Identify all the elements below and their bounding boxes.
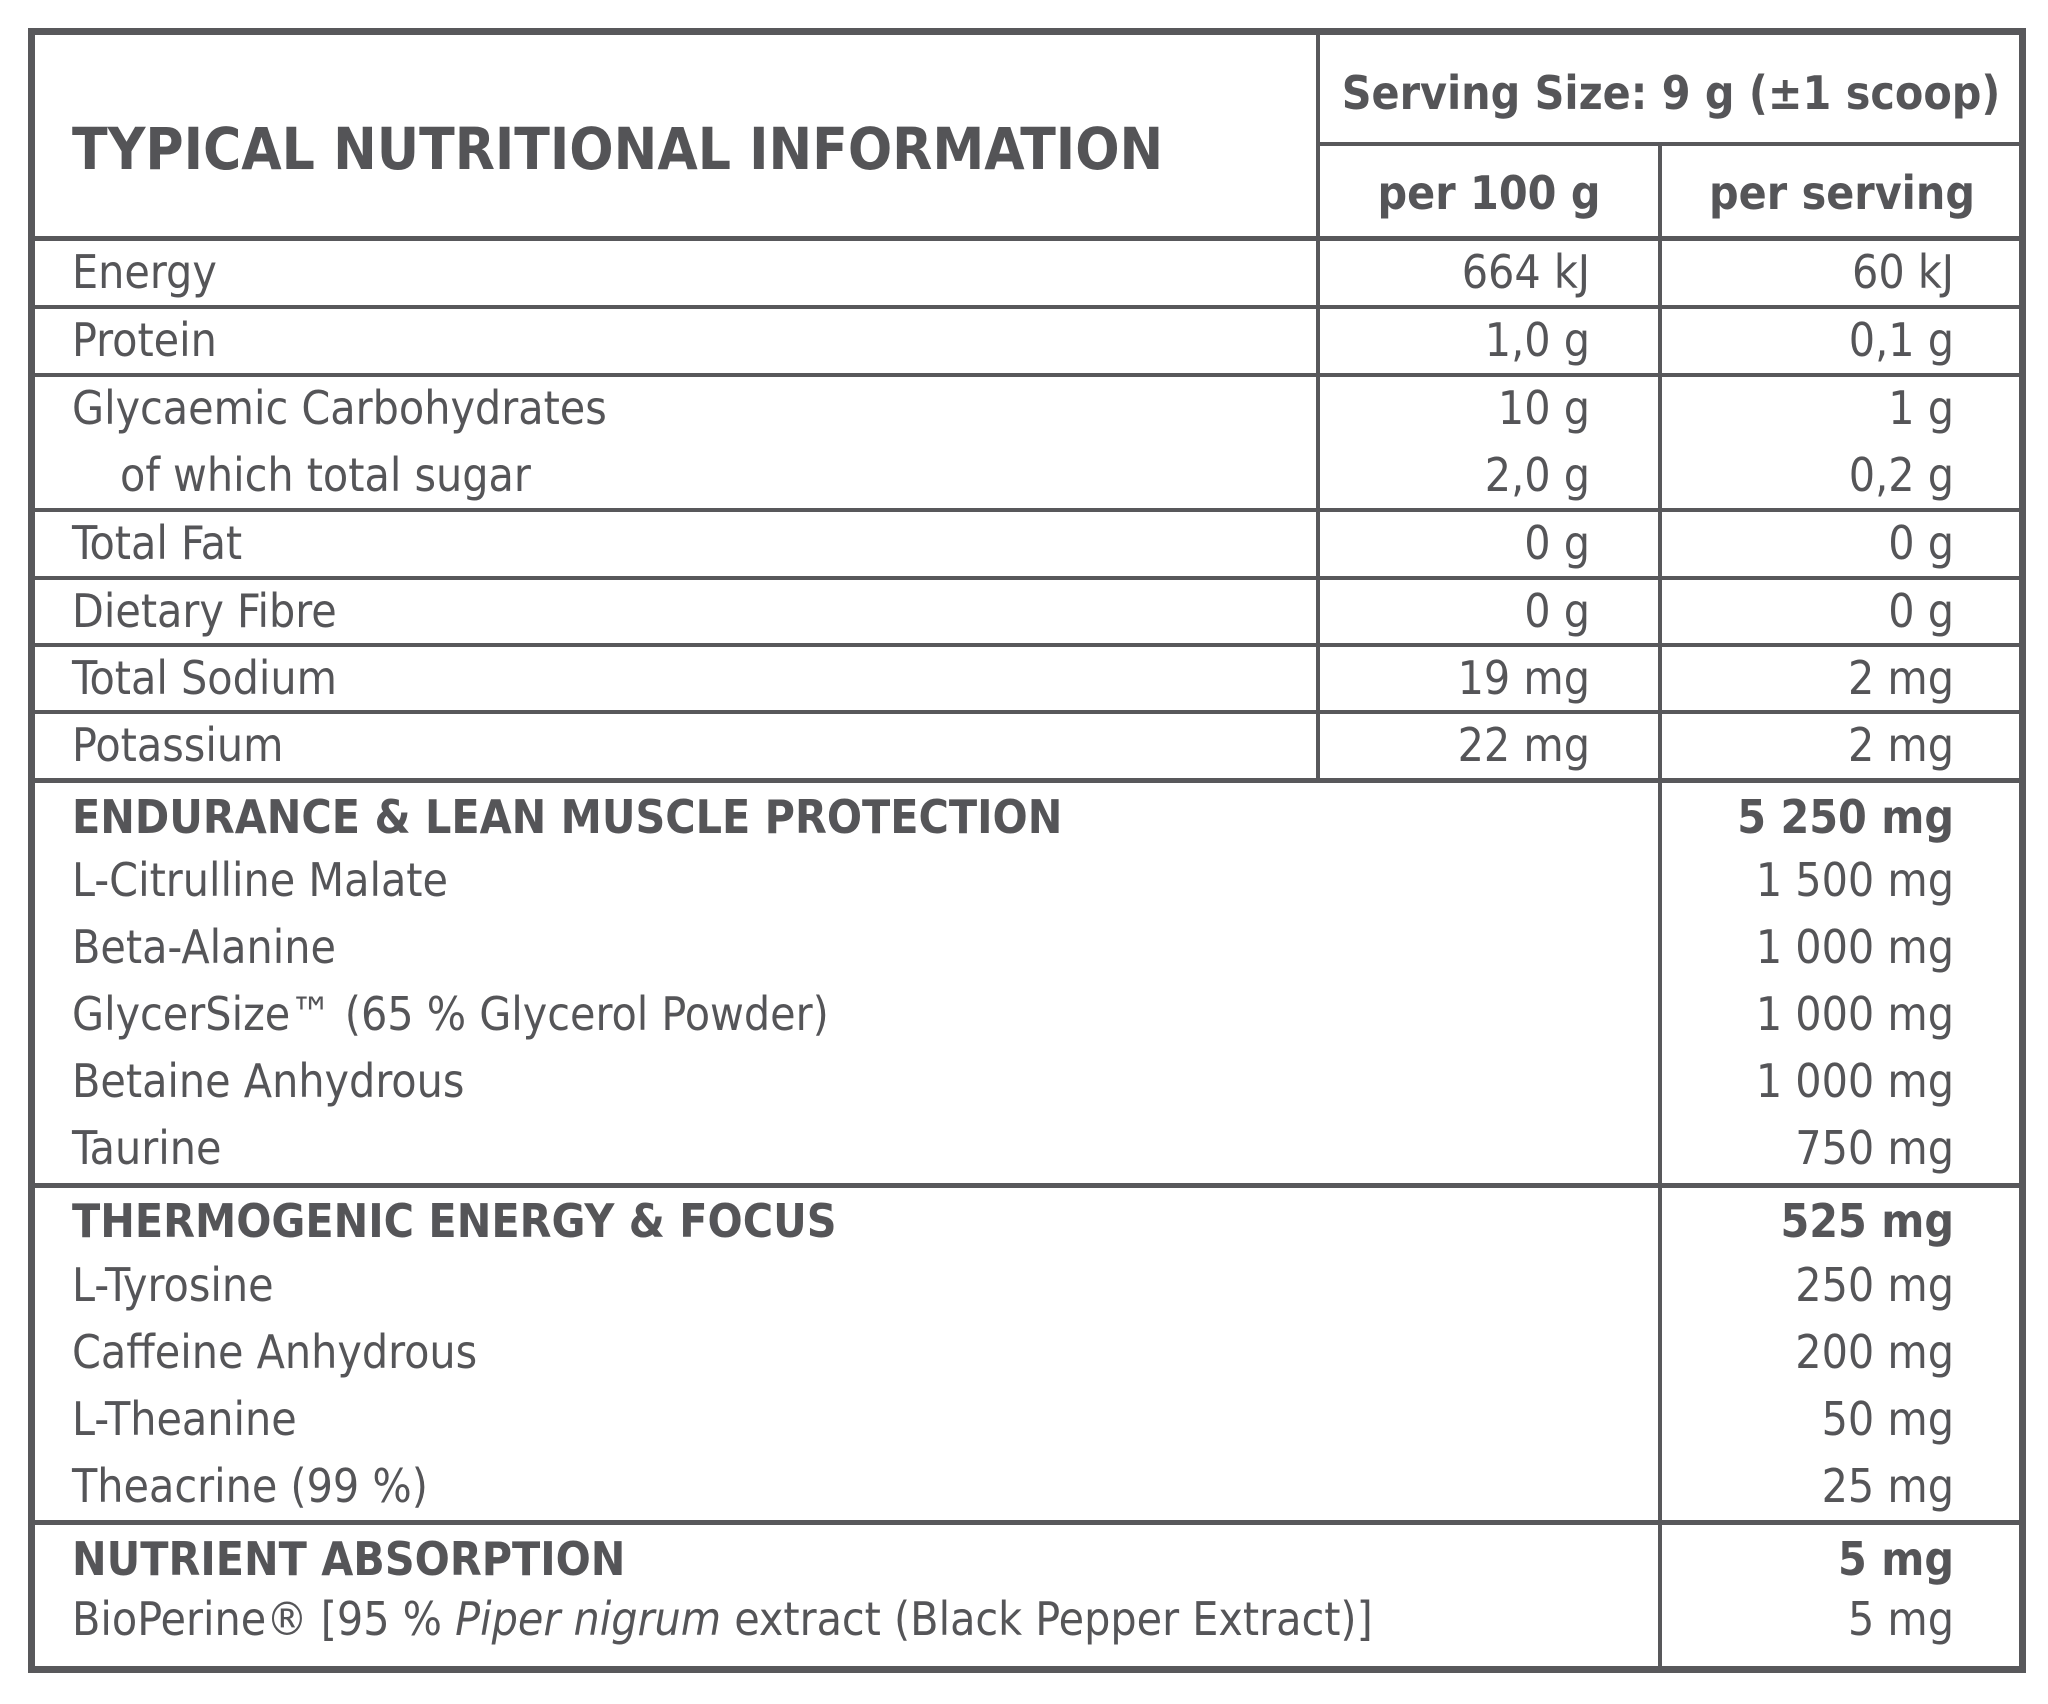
rule-header-bottom	[28, 236, 2026, 241]
ingredient-value: 1 000 mg	[1755, 987, 1954, 1041]
nutrient-serving: 0,1 g	[1848, 313, 1954, 367]
ingredient-name: Beta-Alanine	[72, 920, 336, 974]
rule-row	[28, 508, 2026, 512]
nutrient-name: Potassium	[72, 718, 284, 772]
nutrient-serving: 2 mg	[1847, 651, 1954, 705]
ingredient-value: 750 mg	[1795, 1121, 1954, 1175]
section-title: NUTRIENT ABSORPTION	[72, 1532, 626, 1586]
serving-size-label: Serving Size: 9 g (±1 scoop)	[1341, 66, 2001, 120]
nutrient-per100: 19 mg	[1457, 651, 1590, 705]
nutrient-name: Total Fat	[72, 516, 243, 570]
nutrient-per100: 0 g	[1524, 584, 1590, 638]
ingredient-value: 250 mg	[1795, 1258, 1954, 1312]
ingredient-name: GlycerSize™ (65 % Glycerol Powder)	[72, 987, 829, 1041]
section-total: 5 250 mg	[1737, 790, 1954, 844]
ingredient-name: L-Theanine	[72, 1392, 297, 1446]
ingredient-value: 50 mg	[1821, 1392, 1954, 1446]
rule-row	[28, 643, 2026, 647]
ingredient-name: Betaine Anhydrous	[72, 1054, 465, 1108]
column-divider-serving	[1658, 142, 1662, 1673]
nutrient-serving: 2 mg	[1847, 718, 1954, 772]
nutrient-name: of which total sugar	[120, 448, 531, 502]
rule-section	[28, 1520, 2026, 1525]
ingredient-value: 1 000 mg	[1755, 920, 1954, 974]
nutrient-name: Energy	[72, 245, 217, 299]
ingredient-value: 1 000 mg	[1755, 1054, 1954, 1108]
section-total: 525 mg	[1780, 1194, 1954, 1248]
nutrient-name: Protein	[72, 313, 217, 367]
rule-serving-under	[1318, 142, 2022, 146]
ingredient-value: 5 mg	[1847, 1592, 1954, 1646]
ingredient-value: 1 500 mg	[1755, 853, 1954, 907]
ingredient-value: 25 mg	[1821, 1459, 1954, 1513]
nutrient-per100: 22 mg	[1457, 718, 1590, 772]
ingredient-name-end: extract (Black Pepper Extract)]	[721, 1592, 1373, 1646]
section-title: ENDURANCE & LEAN MUSCLE PROTECTION	[72, 790, 1063, 844]
nutrient-serving: 1 g	[1888, 381, 1954, 435]
section-title: THERMOGENIC ENERGY & FOCUS	[72, 1194, 837, 1248]
ingredient-name-species: Piper nigrum	[455, 1592, 722, 1646]
ingredient-name: Taurine	[72, 1121, 222, 1175]
nutrient-name: Dietary Fibre	[72, 584, 337, 638]
rule-nutrients-bottom	[28, 778, 2026, 783]
rule-row	[28, 710, 2026, 714]
nutrient-per100: 0 g	[1524, 516, 1590, 570]
ingredient-value: 200 mg	[1795, 1325, 1954, 1379]
rule-row	[28, 576, 2026, 580]
nutrient-name: Total Sodium	[72, 651, 337, 705]
rule-row	[28, 373, 2026, 377]
ingredient-name	[72, 1592, 1373, 1646]
nutrient-per100: 2,0 g	[1484, 448, 1590, 502]
rule-section	[28, 1183, 2026, 1188]
column-header-serving: per serving	[1709, 166, 1975, 220]
nutrient-serving: 60 kJ	[1852, 245, 1954, 299]
nutrient-serving: 0 g	[1888, 516, 1954, 570]
nutrient-per100: 1,0 g	[1484, 313, 1590, 367]
rule-row	[28, 305, 2026, 309]
nutrient-serving: 0 g	[1888, 584, 1954, 638]
nutrient-per100: 664 kJ	[1461, 245, 1590, 299]
column-header-per100: per 100 g	[1377, 166, 1601, 220]
nutrient-per100: 10 g	[1497, 381, 1590, 435]
nutrient-serving: 0,2 g	[1848, 448, 1954, 502]
ingredient-name: Caffeine Anhydrous	[72, 1325, 478, 1379]
ingredient-name: Theacrine (99 %)	[72, 1459, 428, 1513]
ingredient-name: L-Citrulline Malate	[72, 853, 448, 907]
nutrient-name: Glycaemic Carbohydrates	[72, 381, 607, 435]
section-total: 5 mg	[1838, 1532, 1954, 1586]
table-title: TYPICAL NUTRITIONAL INFORMATION	[72, 115, 1164, 183]
ingredient-name-start: BioPerine® [95 %	[72, 1592, 456, 1646]
ingredient-name: L-Tyrosine	[72, 1258, 274, 1312]
